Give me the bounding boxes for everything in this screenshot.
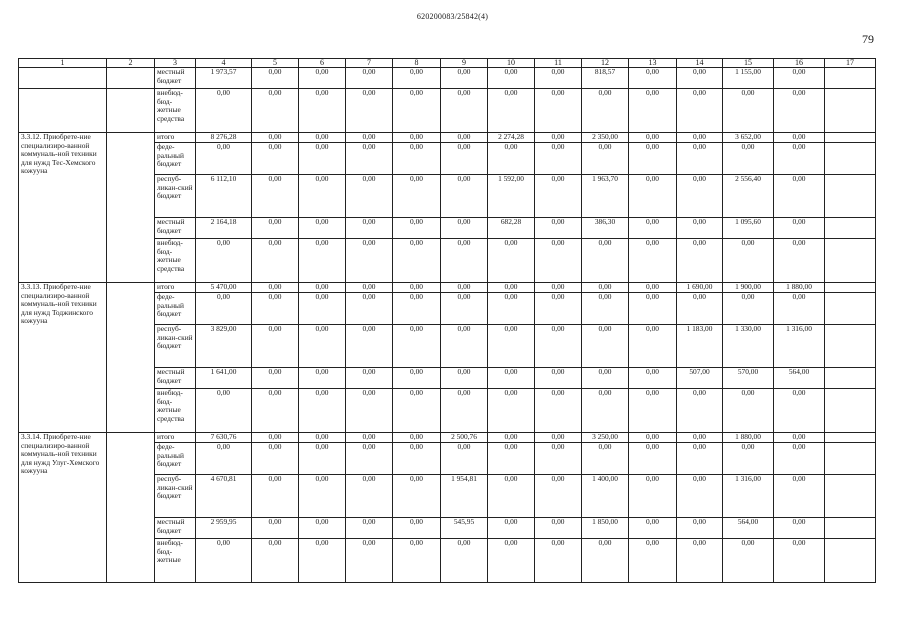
value-cell: 0,00 — [441, 239, 488, 283]
value-cell: 0,00 — [677, 218, 723, 239]
value-cell: 0,00 — [582, 239, 629, 283]
column-header: 6 — [299, 59, 346, 68]
value-cell: 0,00 — [629, 68, 677, 89]
value-cell: 2 274,28 — [488, 133, 535, 143]
empty-cell — [825, 68, 876, 89]
value-cell: 0,00 — [346, 293, 393, 325]
value-cell: 1 690,00 — [677, 283, 723, 293]
empty-cell — [825, 368, 876, 389]
value-cell: 0,00 — [629, 133, 677, 143]
measure-description: 3.3.12. Приобрете-ние специализиро-ванной коммуналь-ной техники для нужд Тес-Хемского кожууна — [19, 133, 107, 283]
value-cell: 0,00 — [488, 283, 535, 293]
value-cell: 0,00 — [582, 368, 629, 389]
value-cell: 1 973,57 — [196, 68, 252, 89]
value-cell: 0,00 — [441, 443, 488, 475]
value-cell: 0,00 — [723, 239, 774, 283]
value-cell: 0,00 — [535, 539, 582, 583]
value-cell: 0,00 — [535, 218, 582, 239]
value-cell: 0,00 — [252, 389, 299, 433]
value-cell: 0,00 — [535, 89, 582, 133]
table-row — [19, 89, 876, 133]
value-cell: 0,00 — [582, 293, 629, 325]
value-cell: 0,00 — [582, 539, 629, 583]
value-cell: 0,00 — [299, 475, 346, 518]
column-header: 11 — [535, 59, 582, 68]
value-cell: 0,00 — [582, 283, 629, 293]
value-cell: 0,00 — [393, 293, 441, 325]
value-cell: 3 829,00 — [196, 325, 252, 368]
value-cell: 0,00 — [629, 475, 677, 518]
value-cell: 0,00 — [196, 89, 252, 133]
value-cell: 0,00 — [629, 239, 677, 283]
value-cell: 0,00 — [677, 443, 723, 475]
empty-cell — [825, 325, 876, 368]
value-cell: 0,00 — [252, 239, 299, 283]
empty-cell — [107, 133, 155, 283]
funding-source: феде-ральный бюджет — [155, 443, 196, 475]
value-cell: 0,00 — [488, 293, 535, 325]
value-cell: 0,00 — [488, 239, 535, 283]
value-cell: 2 164,18 — [196, 218, 252, 239]
value-cell: 1 954,81 — [441, 475, 488, 518]
value-cell: 0,00 — [393, 175, 441, 218]
value-cell: 0,00 — [488, 475, 535, 518]
value-cell: 0,00 — [346, 218, 393, 239]
value-cell: 0,00 — [393, 475, 441, 518]
value-cell: 0,00 — [393, 539, 441, 583]
value-cell: 0,00 — [774, 539, 825, 583]
value-cell: 1 095,60 — [723, 218, 774, 239]
empty-cell — [825, 433, 876, 443]
value-cell: 0,00 — [252, 433, 299, 443]
value-cell: 0,00 — [299, 239, 346, 283]
funding-source: внебюд-бюд-жетные средства — [155, 239, 196, 283]
value-cell: 0,00 — [441, 283, 488, 293]
value-cell: 0,00 — [299, 518, 346, 539]
value-cell: 0,00 — [196, 293, 252, 325]
value-cell: 0,00 — [299, 283, 346, 293]
column-header: 10 — [488, 59, 535, 68]
value-cell: 0,00 — [582, 89, 629, 133]
value-cell: 0,00 — [299, 89, 346, 133]
value-cell: 0,00 — [441, 175, 488, 218]
table-row — [19, 68, 876, 89]
value-cell: 0,00 — [441, 389, 488, 433]
column-header: 17 — [825, 59, 876, 68]
value-cell: 0,00 — [346, 239, 393, 283]
value-cell: 0,00 — [299, 443, 346, 475]
value-cell: 0,00 — [252, 475, 299, 518]
value-cell: 0,00 — [441, 143, 488, 175]
empty-cell — [107, 433, 155, 583]
empty-cell — [825, 475, 876, 518]
funding-source: внебюд-бюд-жетные средства — [155, 389, 196, 433]
empty-cell — [825, 443, 876, 475]
value-cell: 0,00 — [774, 68, 825, 89]
value-cell: 0,00 — [252, 368, 299, 389]
value-cell: 0,00 — [629, 368, 677, 389]
value-cell: 0,00 — [252, 325, 299, 368]
empty-cell — [825, 143, 876, 175]
value-cell: 0,00 — [252, 133, 299, 143]
column-header: 8 — [393, 59, 441, 68]
value-cell: 0,00 — [629, 443, 677, 475]
value-cell: 0,00 — [774, 218, 825, 239]
value-cell: 0,00 — [441, 368, 488, 389]
value-cell: 0,00 — [629, 518, 677, 539]
page-number: 79 — [862, 32, 874, 46]
value-cell: 0,00 — [252, 443, 299, 475]
value-cell: 0,00 — [488, 518, 535, 539]
value-cell: 0,00 — [346, 175, 393, 218]
value-cell: 0,00 — [393, 433, 441, 443]
value-cell: 0,00 — [393, 218, 441, 239]
empty-cell — [825, 389, 876, 433]
value-cell: 0,00 — [582, 389, 629, 433]
value-cell: 1 900,00 — [723, 283, 774, 293]
value-cell: 2 350,00 — [582, 133, 629, 143]
column-header: 9 — [441, 59, 488, 68]
value-cell: 0,00 — [535, 443, 582, 475]
value-cell: 0,00 — [346, 475, 393, 518]
empty-cell — [825, 539, 876, 583]
value-cell: 0,00 — [677, 143, 723, 175]
value-cell: 0,00 — [299, 133, 346, 143]
value-cell: 0,00 — [346, 518, 393, 539]
column-header: 7 — [346, 59, 393, 68]
value-cell: 564,00 — [723, 518, 774, 539]
empty-cell — [825, 283, 876, 293]
value-cell: 0,00 — [677, 293, 723, 325]
value-cell: 0,00 — [346, 368, 393, 389]
column-header: 5 — [252, 59, 299, 68]
value-cell: 0,00 — [535, 389, 582, 433]
value-cell: 0,00 — [774, 389, 825, 433]
value-cell: 6 112,10 — [196, 175, 252, 218]
value-cell: 0,00 — [535, 239, 582, 283]
value-cell: 1 850,00 — [582, 518, 629, 539]
empty-cell — [19, 68, 107, 89]
value-cell: 682,28 — [488, 218, 535, 239]
value-cell: 0,00 — [629, 389, 677, 433]
value-cell: 564,00 — [774, 368, 825, 389]
value-cell: 0,00 — [252, 283, 299, 293]
value-cell: 0,00 — [346, 389, 393, 433]
value-cell: 0,00 — [677, 475, 723, 518]
value-cell: 0,00 — [535, 133, 582, 143]
value-cell: 0,00 — [535, 293, 582, 325]
value-cell: 0,00 — [299, 433, 346, 443]
value-cell: 0,00 — [346, 133, 393, 143]
value-cell: 1 400,00 — [582, 475, 629, 518]
value-cell: 0,00 — [774, 293, 825, 325]
funding-source: итого — [155, 133, 196, 143]
value-cell: 4 670,81 — [196, 475, 252, 518]
value-cell: 0,00 — [629, 293, 677, 325]
value-cell: 1 963,70 — [582, 175, 629, 218]
column-header: 16 — [774, 59, 825, 68]
value-cell: 0,00 — [629, 143, 677, 175]
value-cell: 0,00 — [535, 433, 582, 443]
value-cell: 2 500,76 — [441, 433, 488, 443]
value-cell: 0,00 — [535, 475, 582, 518]
value-cell: 0,00 — [582, 325, 629, 368]
column-header: 13 — [629, 59, 677, 68]
value-cell: 0,00 — [393, 443, 441, 475]
value-cell: 0,00 — [346, 443, 393, 475]
value-cell: 0,00 — [774, 239, 825, 283]
value-cell: 0,00 — [774, 143, 825, 175]
value-cell: 0,00 — [299, 68, 346, 89]
value-cell: 1 316,00 — [774, 325, 825, 368]
value-cell: 0,00 — [677, 433, 723, 443]
value-cell: 1 592,00 — [488, 175, 535, 218]
value-cell: 0,00 — [346, 325, 393, 368]
value-cell: 545,95 — [441, 518, 488, 539]
value-cell: 0,00 — [299, 368, 346, 389]
value-cell: 0,00 — [488, 443, 535, 475]
column-header: 1 — [19, 59, 107, 68]
value-cell: 2 556,40 — [723, 175, 774, 218]
value-cell: 0,00 — [393, 239, 441, 283]
empty-cell — [825, 133, 876, 143]
value-cell: 0,00 — [629, 175, 677, 218]
measure-description: 3.3.13. Приобрете-ние специализиро-ванной коммуналь-ной техники для нужд Тоджинского кожууна — [19, 283, 107, 433]
column-header: 14 — [677, 59, 723, 68]
value-cell: 0,00 — [196, 239, 252, 283]
empty-cell — [107, 68, 155, 89]
column-header: 12 — [582, 59, 629, 68]
column-header: 15 — [723, 59, 774, 68]
value-cell: 7 630,76 — [196, 433, 252, 443]
empty-cell — [19, 89, 107, 133]
value-cell: 0,00 — [535, 518, 582, 539]
table-header-row — [19, 59, 876, 68]
value-cell: 0,00 — [677, 133, 723, 143]
funding-source: респуб-ликан-ский бюджет — [155, 325, 196, 368]
value-cell: 0,00 — [393, 133, 441, 143]
value-cell: 0,00 — [774, 433, 825, 443]
value-cell: 0,00 — [252, 68, 299, 89]
value-cell: 0,00 — [535, 175, 582, 218]
value-cell: 0,00 — [441, 325, 488, 368]
value-cell: 0,00 — [677, 68, 723, 89]
empty-cell — [825, 293, 876, 325]
value-cell: 0,00 — [393, 518, 441, 539]
column-header: 3 — [155, 59, 196, 68]
value-cell: 0,00 — [677, 539, 723, 583]
column-header: 2 — [107, 59, 155, 68]
value-cell: 0,00 — [774, 175, 825, 218]
funding-source: местный бюджет — [155, 218, 196, 239]
value-cell: 0,00 — [723, 143, 774, 175]
funding-source: местный бюджет — [155, 518, 196, 539]
value-cell: 0,00 — [252, 175, 299, 218]
empty-cell — [825, 89, 876, 133]
column-header: 4 — [196, 59, 252, 68]
value-cell: 0,00 — [346, 539, 393, 583]
measure-description: 3.3.14. Приобрете-ние специализиро-ванной коммуналь-ной техники для нужд Улуг-Хемского кожууна — [19, 433, 107, 583]
value-cell: 0,00 — [629, 218, 677, 239]
empty-cell — [107, 283, 155, 433]
value-cell: 0,00 — [441, 133, 488, 143]
value-cell: 0,00 — [535, 68, 582, 89]
value-cell: 0,00 — [629, 325, 677, 368]
value-cell: 0,00 — [252, 293, 299, 325]
value-cell: 0,00 — [393, 325, 441, 368]
value-cell: 0,00 — [252, 89, 299, 133]
value-cell: 0,00 — [393, 389, 441, 433]
empty-cell — [825, 175, 876, 218]
value-cell: 0,00 — [299, 175, 346, 218]
value-cell: 0,00 — [346, 433, 393, 443]
funding-source: итого — [155, 283, 196, 293]
value-cell: 0,00 — [774, 133, 825, 143]
value-cell: 0,00 — [677, 175, 723, 218]
value-cell: 0,00 — [535, 283, 582, 293]
value-cell: 0,00 — [774, 475, 825, 518]
value-cell: 0,00 — [346, 283, 393, 293]
value-cell: 0,00 — [393, 89, 441, 133]
value-cell: 0,00 — [441, 293, 488, 325]
value-cell: 0,00 — [196, 389, 252, 433]
value-cell: 0,00 — [252, 218, 299, 239]
value-cell: 0,00 — [299, 389, 346, 433]
value-cell: 0,00 — [196, 143, 252, 175]
value-cell: 0,00 — [488, 368, 535, 389]
table-row — [19, 133, 876, 143]
value-cell: 0,00 — [677, 239, 723, 283]
value-cell: 0,00 — [488, 389, 535, 433]
value-cell: 0,00 — [535, 325, 582, 368]
value-cell: 0,00 — [346, 143, 393, 175]
funding-source: внебюд-бюд-жетные средства — [155, 89, 196, 133]
value-cell: 1 155,00 — [723, 68, 774, 89]
value-cell: 0,00 — [252, 539, 299, 583]
table-row — [19, 433, 876, 443]
value-cell: 0,00 — [629, 283, 677, 293]
empty-cell — [825, 518, 876, 539]
funding-source: феде-ральный бюджет — [155, 143, 196, 175]
value-cell: 0,00 — [252, 143, 299, 175]
value-cell: 0,00 — [393, 368, 441, 389]
value-cell: 0,00 — [582, 143, 629, 175]
value-cell: 0,00 — [629, 89, 677, 133]
value-cell: 0,00 — [677, 89, 723, 133]
value-cell: 0,00 — [723, 389, 774, 433]
value-cell: 0,00 — [629, 539, 677, 583]
value-cell: 3 652,00 — [723, 133, 774, 143]
value-cell: 2 959,95 — [196, 518, 252, 539]
value-cell: 1 183,00 — [677, 325, 723, 368]
value-cell: 0,00 — [774, 518, 825, 539]
value-cell: 386,30 — [582, 218, 629, 239]
funding-source: местный бюджет — [155, 368, 196, 389]
value-cell: 0,00 — [535, 368, 582, 389]
funding-source: феде-ральный бюджет — [155, 293, 196, 325]
empty-cell — [825, 218, 876, 239]
value-cell: 0,00 — [629, 433, 677, 443]
value-cell: 1 641,00 — [196, 368, 252, 389]
table-row — [19, 283, 876, 293]
funding-source: местный бюджет — [155, 68, 196, 89]
value-cell: 0,00 — [299, 539, 346, 583]
value-cell: 0,00 — [299, 218, 346, 239]
value-cell: 0,00 — [774, 443, 825, 475]
value-cell: 0,00 — [346, 68, 393, 89]
value-cell: 0,00 — [774, 89, 825, 133]
value-cell: 0,00 — [393, 143, 441, 175]
value-cell: 0,00 — [723, 539, 774, 583]
value-cell: 0,00 — [677, 518, 723, 539]
value-cell: 0,00 — [488, 68, 535, 89]
value-cell: 0,00 — [441, 89, 488, 133]
value-cell: 0,00 — [535, 143, 582, 175]
value-cell: 507,00 — [677, 368, 723, 389]
value-cell: 0,00 — [677, 389, 723, 433]
value-cell: 0,00 — [441, 539, 488, 583]
value-cell: 0,00 — [196, 443, 252, 475]
value-cell: 0,00 — [488, 143, 535, 175]
value-cell: 1 880,00 — [774, 283, 825, 293]
value-cell: 0,00 — [346, 89, 393, 133]
funding-source: респуб-ликан-ский бюджет — [155, 175, 196, 218]
value-cell: 0,00 — [252, 518, 299, 539]
value-cell: 570,00 — [723, 368, 774, 389]
value-cell: 3 250,00 — [582, 433, 629, 443]
value-cell: 1 330,00 — [723, 325, 774, 368]
funding-source: внебюд-бюд-жетные — [155, 539, 196, 583]
value-cell: 0,00 — [488, 433, 535, 443]
empty-cell — [107, 89, 155, 133]
document-id: 620200083/25842(4) — [416, 12, 489, 21]
value-cell: 0,00 — [723, 443, 774, 475]
value-cell: 5 470,00 — [196, 283, 252, 293]
funding-source: респуб-ликан-ский бюджет — [155, 475, 196, 518]
value-cell: 0,00 — [393, 283, 441, 293]
value-cell: 0,00 — [299, 293, 346, 325]
value-cell: 0,00 — [393, 68, 441, 89]
value-cell: 1 316,00 — [723, 475, 774, 518]
value-cell: 0,00 — [723, 293, 774, 325]
funding-source: итого — [155, 433, 196, 443]
value-cell: 0,00 — [488, 539, 535, 583]
value-cell: 0,00 — [582, 443, 629, 475]
value-cell: 0,00 — [488, 89, 535, 133]
value-cell: 0,00 — [299, 325, 346, 368]
value-cell: 0,00 — [488, 325, 535, 368]
value-cell: 0,00 — [441, 68, 488, 89]
value-cell: 0,00 — [723, 89, 774, 133]
value-cell: 8 276,28 — [196, 133, 252, 143]
value-cell: 818,57 — [582, 68, 629, 89]
empty-cell — [825, 239, 876, 283]
budget-table — [18, 58, 876, 583]
value-cell: 0,00 — [196, 539, 252, 583]
value-cell: 0,00 — [299, 143, 346, 175]
value-cell: 1 880,00 — [723, 433, 774, 443]
value-cell: 0,00 — [441, 218, 488, 239]
